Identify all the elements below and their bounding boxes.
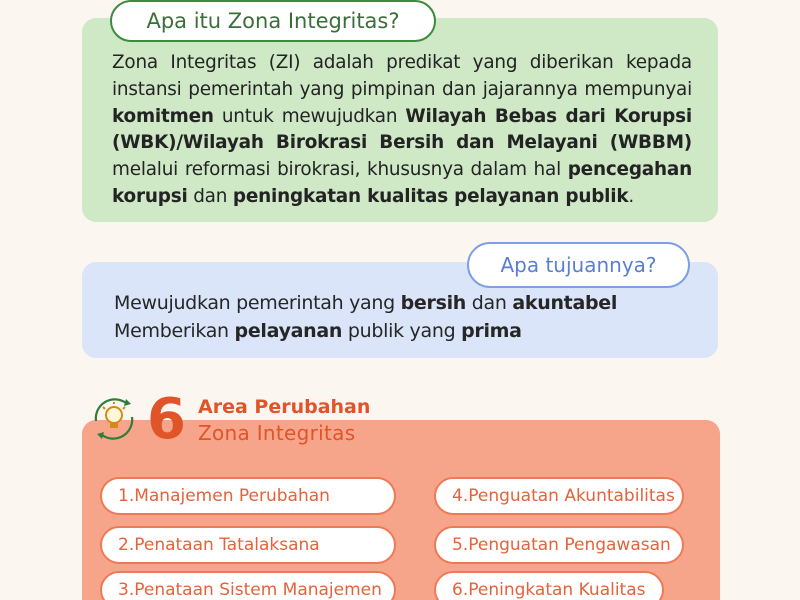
goal-line-2: Memberikan pelayanan publik yang prima [114,320,522,342]
areas-count: 6 [147,387,186,452]
area-item-6: 6.Peningkatan Kualitas [434,571,664,600]
area-item-2: 2.Penataan Tatalaksana [100,526,396,564]
area-item-1: 1.Manajemen Perubahan [100,477,396,515]
lightbulb-cycle-icon [86,391,142,447]
areas-title: Area Perubahan [198,396,371,418]
area-item-4: 4.Penguatan Akuntabilitas [434,477,684,515]
area-item-5: 5.Penguatan Pengawasan [434,526,684,564]
goal-line-1: Mewujudkan pemerintah yang bersih dan akuntabel [114,292,618,314]
definition-paragraph: Zona Integritas (ZI) adalah predikat yang diberikan kepada instansi pemerintah yang pimpinan dan jajarannya mempunyai komitmen untuk mewujudkan Wilayah Bebas dari Korupsi (WBK)/Wilayah Birokrasi Bersih dan Melayani (WBBM) melalui reformasi birokrasi, khususnya dalam hal pencegahan korupsi dan peningkatan kualitas pelayanan publik. [112,52,692,207]
areas-subtitle: Zona Integritas [198,421,356,445]
definition-heading-pill: Apa itu Zona Integritas? [110,0,436,42]
goals-heading-pill: Apa tujuannya? [467,242,690,288]
area-item-3: 3.Penataan Sistem Manajemen [100,571,396,600]
